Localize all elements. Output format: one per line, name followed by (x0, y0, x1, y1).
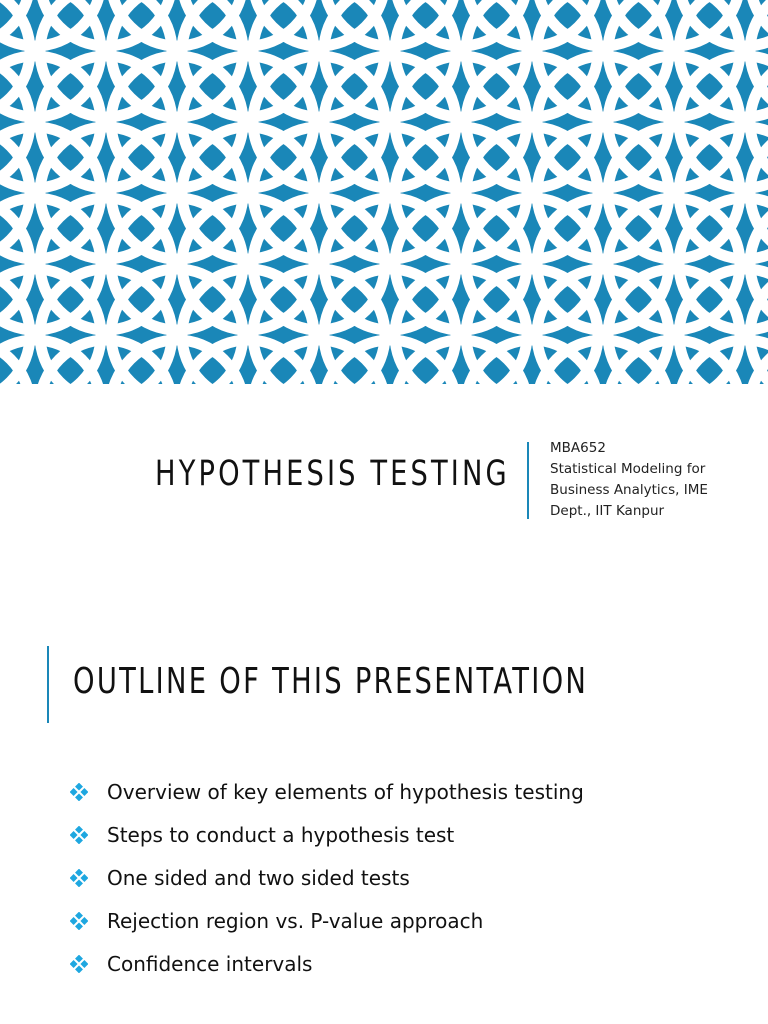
subtitle-line: Dept., IIT Kanpur (550, 503, 665, 519)
list-item-text: One sided and two sided tests (107, 865, 410, 890)
four-diamond-icon (70, 912, 88, 930)
outline-title-accent-bar (47, 646, 49, 723)
list-item (70, 899, 584, 942)
list-item-text: Rejection region vs. P-value approach (107, 908, 484, 933)
list-item (70, 770, 584, 813)
four-diamond-icon (70, 783, 88, 801)
list-item (70, 942, 584, 985)
outline-title: OUTLINE OF THIS PRESENTATION (73, 661, 589, 702)
subtitle-line: Statistical Modeling for (550, 461, 706, 477)
subtitle-line: Business Analytics, IME (550, 482, 708, 498)
outline-slide (0, 590, 768, 1024)
outline-list (70, 770, 584, 985)
list-item-text: Overview of key elements of hypothesis testing (107, 779, 584, 804)
list-item (70, 856, 584, 899)
presentation-title: HYPOTHESIS TESTING (155, 454, 510, 494)
list-item (70, 813, 584, 856)
decorative-circle-pattern (0, 0, 768, 384)
four-diamond-icon (70, 869, 88, 887)
four-diamond-icon (70, 826, 88, 844)
presentation-subtitle (550, 438, 750, 522)
list-item-text: Steps to conduct a hypothesis test (107, 822, 455, 847)
list-item-text: Confidence intervals (107, 951, 313, 976)
four-diamond-icon (70, 955, 88, 973)
subtitle-line: MBA652 (550, 440, 606, 456)
title-divider (527, 442, 529, 519)
